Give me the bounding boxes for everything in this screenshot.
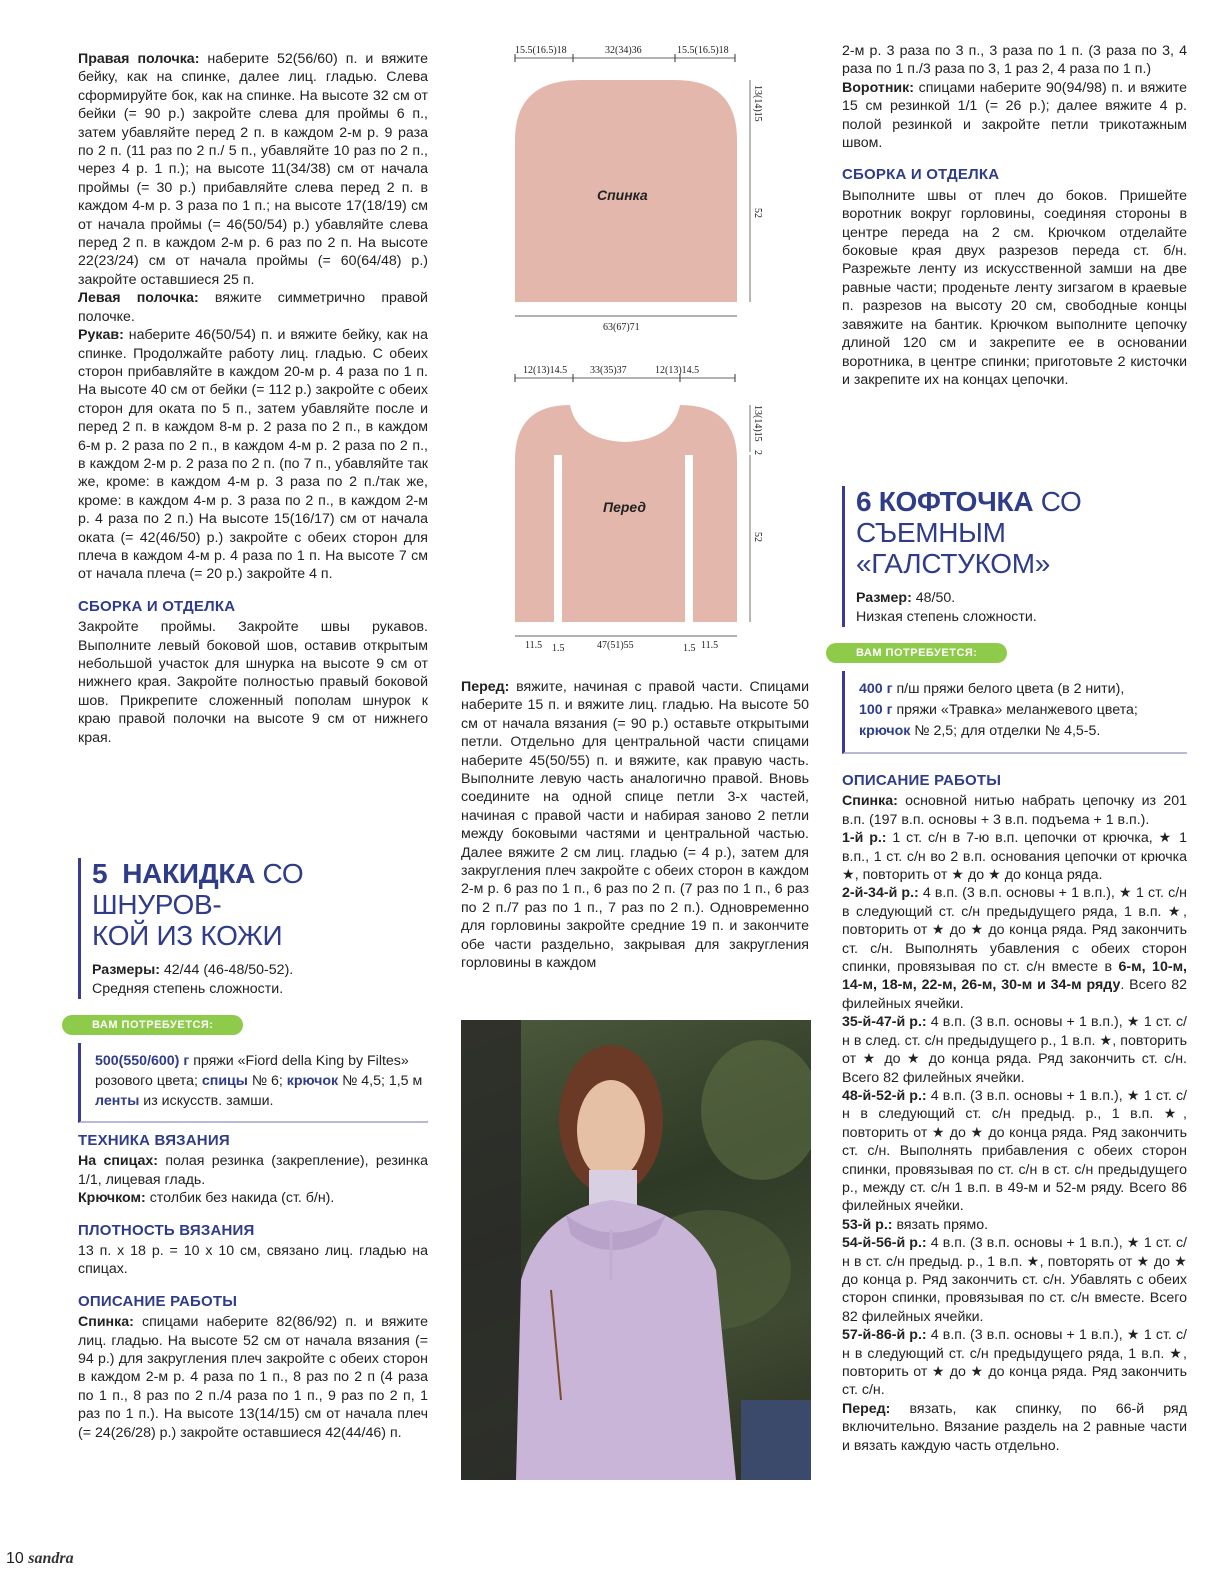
left-column-lower: [78, 1132, 428, 1442]
item6-need-pill: ВАМ ПОТРЕБУЕТСЯ:: [826, 643, 1007, 663]
front-right-small: 2: [752, 450, 763, 455]
front-right-top: 13(14)15: [752, 405, 763, 442]
item5-title: 5 НАКИДКА СО ШНУРОВ- КОЙ ИЗ КОЖИ: [92, 858, 304, 951]
collar-paragraph: Воротник: спицами наберите 90(94/98) п. и вяжите 15 см резинкой 1/1 (= 26 р.); далее вяжите 4 р. полой резинкой и закройте петли трикотажным швом.: [842, 79, 1187, 152]
density-text: 13 п. х 18 р. = 10 х 10 см, связано лиц. гладью на спицах.: [78, 1243, 428, 1278]
page-number: 10: [6, 1550, 24, 1567]
page-footer: [6, 1550, 74, 1568]
item6-materials: 400 г п/ш пряжи белого цвета (в 2 нити), 100 г пряжи «Травка» меланжевого цвета; крючок № 2,5; для отделки № 4,5-5.: [842, 671, 1187, 754]
row-54-56: 54-й-56-й р.: 4 в.п. (3 в.п. основы + 1 в.п.), ★ 1 ст. с/н в ст. с/н предыд. р., 1 в.п. ★, повторять от ★ до ★ до конца р. Ряд закончить ст. с/н. Убавлять с обеих сторон спинки, провязывая по ст. с/н вместе. Всего 82 филейных ячейки.: [842, 1235, 1187, 1325]
row-57-86: 57-й-86-й р.: 4 в.п. (3 в.п. основы + 1 в.п.), ★ 1 ст. с/н в следующий ст. с/н предыдущего ряда, 1 в.п. ★, повторить от ★ до ★ до конца ряда. Ряд закончить ст. с/н.: [842, 1327, 1187, 1399]
front-right: 52: [752, 532, 763, 542]
middle-column: [461, 678, 809, 973]
front-label: Перед: [603, 499, 647, 515]
work-heading: ОПИСАНИЕ РАБОТЫ: [78, 1292, 238, 1310]
right-front-paragraph: Правая полочка: наберите 52(56/60) п. и вяжите бейку, как на спинке, далее лиц. гладью. Слева сформируйте бок, как на спинке. На высоте 32 см от бейки (= 90 р.) закройте слева для проймы 6 п., затем убавляйте перед 2 п. в каждом 2-м р. 9 раза по 2 п. (11 раз по 2 п./ 5 п., убавляйте 10 раз по 2 п., через 4 р. 1 п.); на высоте 11(34/38) см от начала проймы (= 30 р.) прибавляйте слева перед 2 п. в каждом 4-м р. 3 раза по 1 п.; на высоте 17(18/19) см от начала проймы (= 46(50/54) р.) убавляйте слева перед 2 п. в каждом 2-м р. 6 раз по 2 п. На высоте 22(23/24) см от начала проймы (= 60(64/48) р.) закройте оставшиеся 25 п.: [78, 51, 428, 288]
left-column: [78, 50, 428, 747]
assembly-paragraph: Закройте проймы. Закройте швы рукавов. Выполните левый боковой шов, оставив открытым небольшой участок для шнурка на высоте 9 см от нижнего края. Закройте полностью правый боковой шов. Прикрепите сложенный пополам шнурок к краю правой полочки на высоте 9 см от нижнего края.: [78, 619, 428, 746]
item5-materials: 500(550/600) г пряжи «Fiord della King by Filtes» розового цвета; спицы № 6; крючок № 4,5; 1,5 м ленты из искусств. замши.: [78, 1043, 428, 1123]
item5-difficulty: Средняя степень сложности.: [92, 981, 284, 997]
sleeve-paragraph: Рукав: наберите 46(50/54) п. и вяжите бейку, как на спинке. Продолжайте работу лиц. гладью. С обеих сторон прибавляйте в каждом 20-м р. 4 раза по 1 п. На высоте 40 см от бейки (= 112 р.) закройте с обеих сторон для оката по 5 п., затем убавляйте после и перед 2 п. в каждом 8-м р. 2 раза по 2 п., в каждом 6-м р. 2 раза по 2 п., в каждом 4-м р. 2 раза по 2 п., в каждом 2-м р. 2 раза по 2 п. (по 7 п., убавляйте так же, кроме: в каждом 4-м р. 3 раза по 2 п./так же, кроме: в каждом 4-м р. 3 раза по 2 п., в каждом 2-м р. 4 раза по 2 п.) На высоте 15(16/17) см от начала оката (= 42(46/50) р.) закройте с обеих сторон для плеча в каждом 4-м р. 4 раза по 1 п. На высоте 7 см от начала плеча (= 20 р.) закройте 4 п.: [78, 327, 428, 583]
front-bottom-4: 1.5: [683, 643, 696, 654]
front-bottom-2: 1.5: [552, 643, 565, 654]
item6-difficulty: Низкая степень сложности.: [856, 609, 1037, 625]
back-label: Спинка: [597, 187, 648, 203]
item5-need-pill: ВАМ ПОТРЕБУЕТСЯ:: [62, 1015, 243, 1035]
tech-knit: На спицах: полая резинка (закрепление), резинка 1/1, лицевая гладь.: [78, 1153, 428, 1188]
work-heading-right: ОПИСАНИЕ РАБОТЫ: [842, 772, 1002, 789]
magazine-logo: sandra: [28, 1550, 74, 1567]
front-paragraph: Перед: вяжите, начиная с правой части. Спицами наберите 15 п. и вяжите лиц. гладью. На высоте 50 см от начала вязания (= 90 р.) оставьте открытыми петли. Отдельно для центральной части спицами наберите 45(50/55) п. и вяжите, как правую часть. Выполните левую часть аналогично правой. Вновь соедините на одной спице петли 3-х частей, начиная с правой части и набирая заново 2 петли между боковыми частями и центральной частью. Далее вяжите 2 см лиц. гладью (= 4 р.), затем для закругления плеч закройте с обеих сторон в каждом 2-м р. 6 раз по 1 п., 6 раз по 2 п. (7 раз по 1 п., 6 раз по 2 п./7 раз по 1 п., 7 раз по 2 п.). Одновременно для горловины закройте средние 19 п. и закончите обе части раздельно, закрывая для закругления горловины в каждом: [461, 679, 809, 972]
item6-size: Размер: 48/50.: [856, 590, 956, 606]
right-column: [842, 42, 1187, 389]
back-right: 52: [752, 208, 763, 218]
back-bottom: 63(67)71: [603, 322, 640, 333]
row-35-47: 35-й-47-й р.: 4 в.п. (3 в.п. основы + 1 в.п.), ★ 1 ст. с/н в след. ст. с/н предыдущего р., 1 в.п. ★, повторить от ★ до ★ до конца ряда. Ряд закончить ст. с/н. Всего 82 филейных ячейки.: [842, 1014, 1187, 1086]
item6-header: [842, 486, 1187, 754]
item6-title-block: [842, 486, 1187, 627]
neckline-continued: 2-м р. 3 раза по 3 п., 3 раза по 1 п. (3 раза по 3, 4 раза по 1 п./3 раза по 3, 1 раз 2, 4 раза по 1 п.): [842, 43, 1187, 78]
assembly-heading: СБОРКА И ОТДЕЛКА: [78, 597, 236, 615]
front-top-center: 33(35)37: [590, 365, 627, 376]
row-2-34: 2-й-34-й р.: 4 в.п. (3 в.п. основы + 1 в.п.), ★ 1 ст. с/н в следующий ст. с/н предыдущего ряда, 1 в.п. ★, повторить от ★ до ★ до конца ряда. Ряд закончить ст. с/н. Выполнять убавления с обеих сторон спинки, провязывая по ст. с/н вместе в 6-м, 10-м, 14-м, 18-м, 22-м, 26-м, 30-м и 34-м ряду. Всего 82 филейных ячейки.: [842, 885, 1188, 1012]
assembly-heading-right: СБОРКА И ОТДЕЛКА: [842, 166, 1000, 184]
back-top-left: 15.5(16.5)18: [515, 45, 567, 56]
tech-heading: ТЕХНИКА ВЯЗАНИЯ: [78, 1132, 230, 1149]
item6-title: 6 КОФТОЧКА СО СЪЕМНЫМ «ГАЛСТУКОМ»: [856, 486, 1082, 579]
front-bottom-3: 47(51)55: [597, 640, 634, 651]
back-top-center: 32(34)36: [605, 45, 642, 56]
front-top-right: 12(13)14.5: [655, 365, 700, 376]
density-heading: ПЛОТНОСТЬ ВЯЗАНИЯ: [78, 1221, 255, 1239]
diagram-back: [505, 40, 770, 335]
front-top-left: 12(13)14.5: [523, 365, 568, 376]
row-48-52: 48-й-52-й р.: 4 в.п. (3 в.п. основы + 1 в.п.), ★ 1 ст. с/н в следующий ст. с/н предыд. р., 1 в.п. ★, повторить от ★ до ★ до конца ряда. Ряд закончить ст. с/н. Выполнять прибавления с обеих сторон спинки, провязывая по ст. с/н в ст. с/н предыдущего р., между ст. с/н 1 в.п. в 49-м и 52-м ряду. Всего 86 филейных ячейки.: [842, 1087, 1187, 1215]
work-back: Спинка: спицами наберите 82(86/92) п. и вяжите лиц. гладью. На высоте 52 см от начала вязания (= 94 р.) для закругления плеч закройте с обеих сторон в каждом 2-м р. 4 раза по 1 п., 8 раз по 2 п (4 раза по 1 п., 8 раз по 2 п./4 раза по 1 п., 9 раз по 2 п, 1 раз по 1 п.). На высоте 13(14/15) см от начала плеч (= 24(26/28) р.) закройте оставшиеся 42(44/46) п.: [78, 1314, 428, 1441]
right-column-lower: [842, 772, 1187, 1455]
back-top-right: 15.5(16.5)18: [677, 45, 729, 56]
row-53: 53-й р.: вязать прямо.: [842, 1216, 989, 1233]
item5-header: [78, 858, 428, 1123]
back-right-top: 13(14)15: [752, 85, 763, 122]
assembly-paragraph-right: Выполните швы от плеч до боков. Пришейте воротник вокруг горловины, соединяя стороны в центре переда на 2 см. Крючком отделайте боковые края двух разрезов переда ст. б/н. Разрежьте ленту из искусственной замши на две равные части; проденьте ленту зигзагом в краевые п. разрезов на высоту 20 см, свободные концы завяжите на бантик. Крючком выполните цепочку длиной 120 см и закрепите ее в основании воротника, в центре спинки; приготовьте 2 кисточки и закрепите их на концах цепочки.: [842, 187, 1187, 388]
tech-crochet: Крючком: столбик без накида (ст. б/н).: [78, 1190, 335, 1207]
work-back-right: Спинка: основной нитью набрать цепочку из 201 в.п. (197 в.п. основы + 3 в.п. подъема + 1 в.п.).: [842, 793, 1187, 828]
model-photo: [461, 1020, 811, 1480]
diagram-front: [505, 360, 770, 655]
item5-title-block: [78, 858, 428, 999]
front-bottom-1: 11.5: [525, 640, 543, 651]
front-bottom-5: 11.5: [701, 640, 719, 651]
left-front-paragraph: Левая полочка: вяжите симметрично правой полочке.: [78, 290, 428, 325]
item5-sizes: Размеры: 42/44 (46-48/50-52).: [92, 962, 294, 978]
row-1: 1-й р.: 1 ст. с/н в 7-ю в.п. цепочки от крючка, ★ 1 в.п., 1 ст. с/н во 2 в.п. основания цепочки от крючка ★, повторить от ★ до ★ до конца ряда.: [842, 830, 1187, 884]
front-right: Перед: вязать, как спинку, по 66-й ряд включительно. Вязание раздель на 2 равные части и вязать каждую часть отдельно.: [842, 1400, 1187, 1454]
